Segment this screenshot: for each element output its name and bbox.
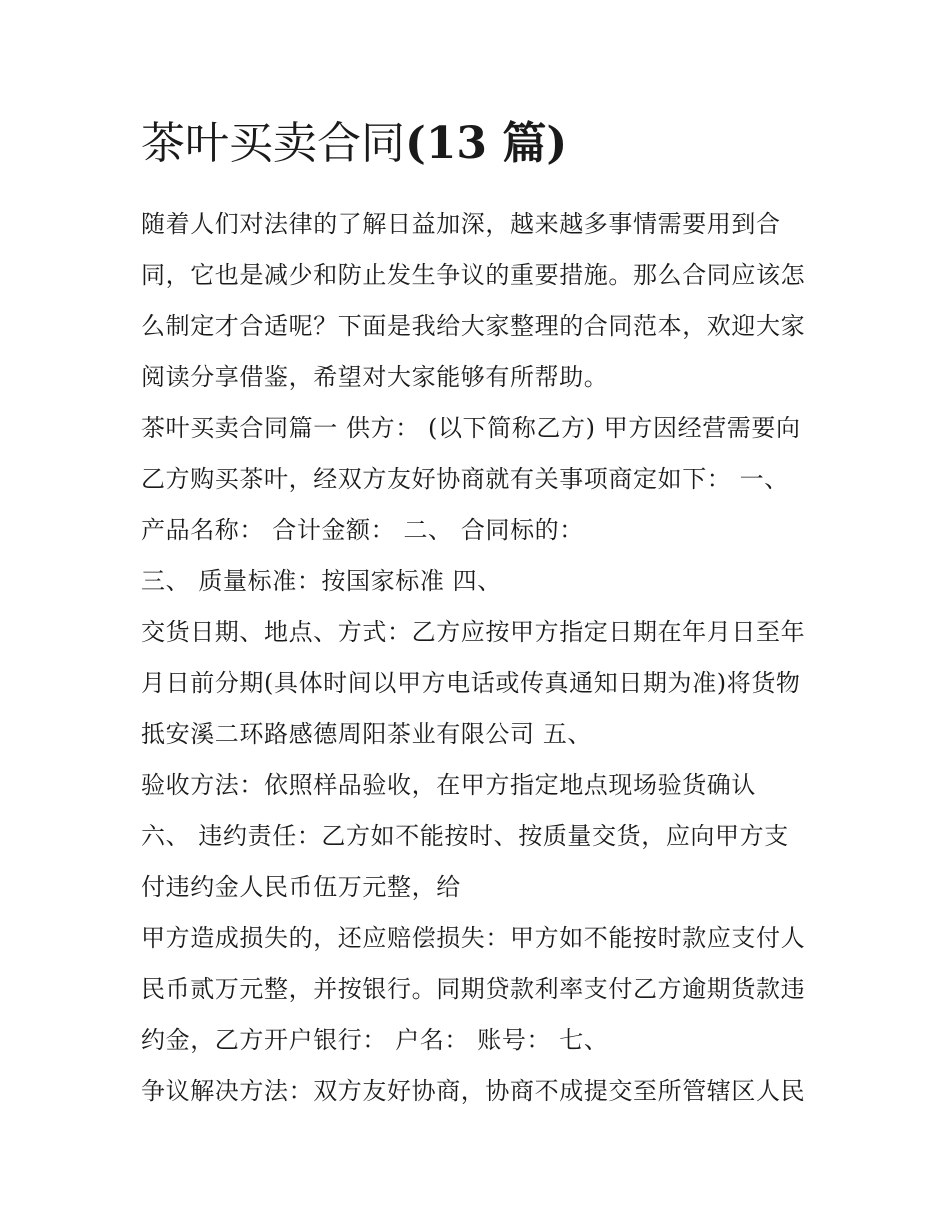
body-line: 乙方购买茶叶，经双方友好协商就有关事项商定如下： 一、 xyxy=(141,465,789,493)
body-line: 茶叶买卖合同篇一 供方： (以下简称乙方) 甲方因经营需要向 xyxy=(141,414,801,442)
document-title xyxy=(141,112,567,176)
body-line: 产品名称： 合计金额： 二、 合同标的： xyxy=(141,516,584,544)
body-line: 三、 质量标准：按国家标准 四、 xyxy=(141,567,502,595)
body-line: 约金，乙方开户银行： 户名： 账号： 七、 xyxy=(141,1026,609,1054)
body-line: 抵安溪二环路感德周阳茶业有限公司 五、 xyxy=(141,720,593,748)
body-line: 同，它也是减少和防止发生争议的重要措施。那么合同应该怎 xyxy=(141,261,806,289)
title-suffix: (13 篇) xyxy=(405,118,568,169)
title-main: 茶叶买卖合同 xyxy=(141,118,405,169)
body-line: 争议解决方法：双方友好协商，协商不成提交至所管辖区人民 xyxy=(141,1077,806,1105)
body-line: 随着人们对法律的了解日益加深，越来越多事情需要用到合 xyxy=(141,210,781,238)
body-line: 交货日期、地点、方式：乙方应按甲方指定日期在年月日至年 xyxy=(141,618,806,646)
body-line: 阅读分享借鉴，希望对大家能够有所帮助。 xyxy=(141,363,609,391)
body-line: 么制定才合适呢？下面是我给大家整理的合同范本，欢迎大家 xyxy=(141,312,806,340)
body-line: 付违约金人民币伍万元整，给 xyxy=(141,873,461,901)
body-line: 甲方造成损失的，还应赔偿损失：甲方如不能按时款应支付人 xyxy=(141,924,806,952)
document-body xyxy=(141,199,821,1117)
body-line: 月日前分期(具体时间以甲方电话或传真通知日期为准)将货物 xyxy=(141,669,801,697)
body-line: 验收方法：依照样品验收，在甲方指定地点现场验货确认 xyxy=(141,771,756,799)
body-line: 六、 违约责任：乙方如不能按时、按质量交货，应向甲方支 xyxy=(141,822,789,850)
body-line: 民币贰万元整，并按银行。同期贷款利率支付乙方逾期货款违 xyxy=(141,975,806,1003)
